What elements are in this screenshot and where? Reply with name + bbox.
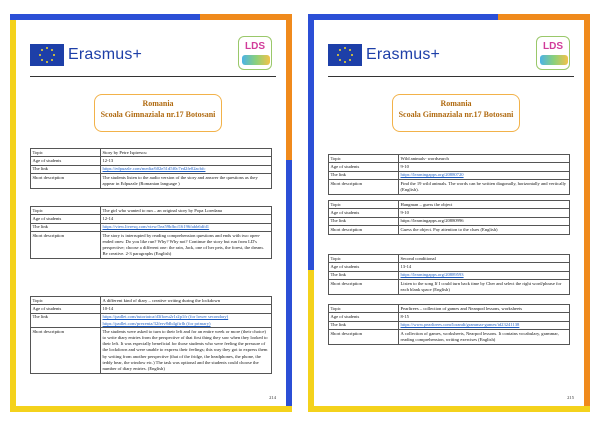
table-row: Topic Hangman – guess the object — [329, 201, 570, 209]
table-row: Topic A different kind of diary – creative writing during the lockdown — [31, 297, 272, 305]
border-bottom-yellow — [308, 406, 590, 412]
table-row: Short description The students were asked to turn to their left and for an entire week or more (their choice) to write diary entries from the perspective of that first thing they saw when they looked to their left. It was especially beneficial for those students who were feeling the pressure of the lockdown and were unable to express their feelings; this way they got to express them by writing from another perspective (that of the fridge, the headphones, the phone, the teddy bear, the window etc.) The task was optional and the students could choose the number of diary entries. (English) — [31, 328, 272, 374]
lds-logo — [238, 36, 272, 70]
table-row: Short description A collection of games, worksheets, Nearpod lessons. It contains vocabulary, grammar, reading comprehension, writing exercises (English) — [329, 330, 570, 345]
lds-logo-text: LDS — [245, 41, 265, 52]
table-row: Short description Guess the object. Pay attention to the clues (English) — [329, 226, 570, 234]
resource-table-3 — [30, 296, 272, 374]
school-name: Scoala Gimnaziala nr.17 Botosani — [398, 110, 514, 119]
country-title: Romania — [440, 99, 472, 108]
lds-logo-graphic — [242, 55, 270, 65]
border-right-orange — [286, 20, 292, 160]
page-right — [308, 14, 590, 412]
table-row: Topic Pearltrees – collection of games and Neanpod lessons, worksheets — [329, 305, 570, 313]
header-divider — [328, 76, 574, 77]
border-top-orange — [498, 14, 590, 20]
header-divider — [30, 76, 276, 77]
table-row: The link https://learningapps.org/20889593 — [329, 271, 570, 279]
border-left-yellow — [308, 270, 314, 412]
table-row: Age of students 8-15 — [329, 313, 570, 321]
resource-link[interactable]: https://view.livresq.com/view/5ea59bfbcf16196fabb6dfd1 — [102, 224, 210, 230]
resource-table-1 — [328, 154, 570, 195]
table-row: Topic The girl who wanted to run – an original story by Popa Loredana — [31, 207, 272, 215]
eu-flag-icon — [30, 44, 64, 66]
resource-table-4 — [328, 304, 570, 345]
school-name: Scoala Gimnaziala nr.17 Botosani — [100, 110, 216, 119]
border-bottom-yellow — [10, 406, 292, 412]
resource-link[interactable]: https://padlet.com/tutoriatca/d3ffoeu2r1r2p1fr (for lower secondary) https://padlet.com/prezenta/32ferv8db4gfirfh (for primary) — [102, 314, 229, 326]
table-row: Short description The students listen to the audio version of the story and answer the questions as they appear in Edpuzzle (Romanian language ) — [31, 174, 272, 189]
table-row: The link https://edpuzzle.com/media/602e51d5f0c7ed2fe02acbfc — [31, 165, 272, 173]
table-row: The link https://padlet.com/tutoriatca/d3ffoeu2r1r2p1fr (for lower secondary) https://padlet.com/prezenta/32ferv8db4gfirfh (for primary) — [31, 313, 272, 328]
table-row: Age of students 10-14 — [31, 305, 272, 313]
table-row: Short description Listen to the song If I could turn back time by Cher and select the right word/phrase for each blank space (English) — [329, 280, 570, 295]
school-title-box — [94, 94, 222, 132]
erasmus-logo-text: Erasmus+ — [366, 46, 441, 63]
table-row: Topic Wild animals- wordsearch — [329, 155, 570, 163]
border-right-orange — [584, 20, 590, 412]
table-row: Age of students 13-14 — [329, 263, 570, 271]
eu-flag-icon — [328, 44, 362, 66]
page-header — [328, 36, 574, 86]
table-row: The link https://learningapps.org/20880720 — [329, 171, 570, 179]
erasmus-logo-text: Erasmus+ — [68, 46, 143, 63]
resource-table-2 — [30, 206, 272, 259]
resource-link[interactable]: https://learningapps.org/20889593 — [400, 272, 464, 278]
page-header — [30, 36, 276, 86]
lds-logo — [536, 36, 570, 70]
lds-logo-graphic — [540, 55, 568, 65]
table-row: The link https://view.livresq.com/view/5ea59bfbcf16196fabb6dfd1 — [31, 223, 272, 231]
border-left-blue — [308, 20, 314, 270]
table-row: Age of students 9-10 — [329, 209, 570, 217]
page-left — [10, 14, 292, 412]
table-row: Age of students 12-14 — [31, 215, 272, 223]
border-top-blue — [308, 14, 498, 20]
table-row: Topic Second conditional — [329, 255, 570, 263]
resource-link[interactable]: https://www.pearltrees.com/lorandt/grammar-games/id23241138 — [400, 322, 520, 328]
table-row: The link https://www.pearltrees.com/lorandt/grammar-games/id23241138 — [329, 321, 570, 329]
table-row: Short description The story is interrupted by reading comprehension questions and ends with two open-ended ones: Do you like run? Why? Why not? Continue the story but run from LD's perspective; choose a different one: the rain, Jack, one of her pets, the forest, the dream. Be creative. 2-3 paragraphs (English) — [31, 232, 272, 259]
border-right-blue — [286, 160, 292, 412]
resource-link[interactable]: https://learningapps.org/20880720 — [400, 172, 464, 178]
school-title-box — [392, 94, 520, 132]
table-row: Age of students 12-13 — [31, 157, 272, 165]
table-row: Topic Story by Petre Ispirescu — [31, 149, 272, 157]
border-left-yellow — [10, 20, 16, 412]
table-row: Age of students 9-10 — [329, 163, 570, 171]
table-row: The link https://learningapps.org/20880996 — [329, 217, 570, 225]
resource-table-3 — [328, 254, 570, 295]
page-number: 214 — [269, 395, 276, 400]
border-top-blue — [10, 14, 200, 20]
resource-table-1 — [30, 148, 272, 189]
resource-link[interactable]: https://edpuzzle.com/media/602e51d5f0c7ed2fe02acbfc — [102, 166, 206, 172]
border-top-orange — [200, 14, 292, 20]
country-title: Romania — [142, 99, 174, 108]
page-number: 215 — [567, 395, 574, 400]
table-row: Short description Find the 19 wild animals. The words can be written diagonally, horizontally and vertically (English). — [329, 180, 570, 195]
lds-logo-text: LDS — [543, 41, 563, 52]
resource-table-2 — [328, 200, 570, 235]
